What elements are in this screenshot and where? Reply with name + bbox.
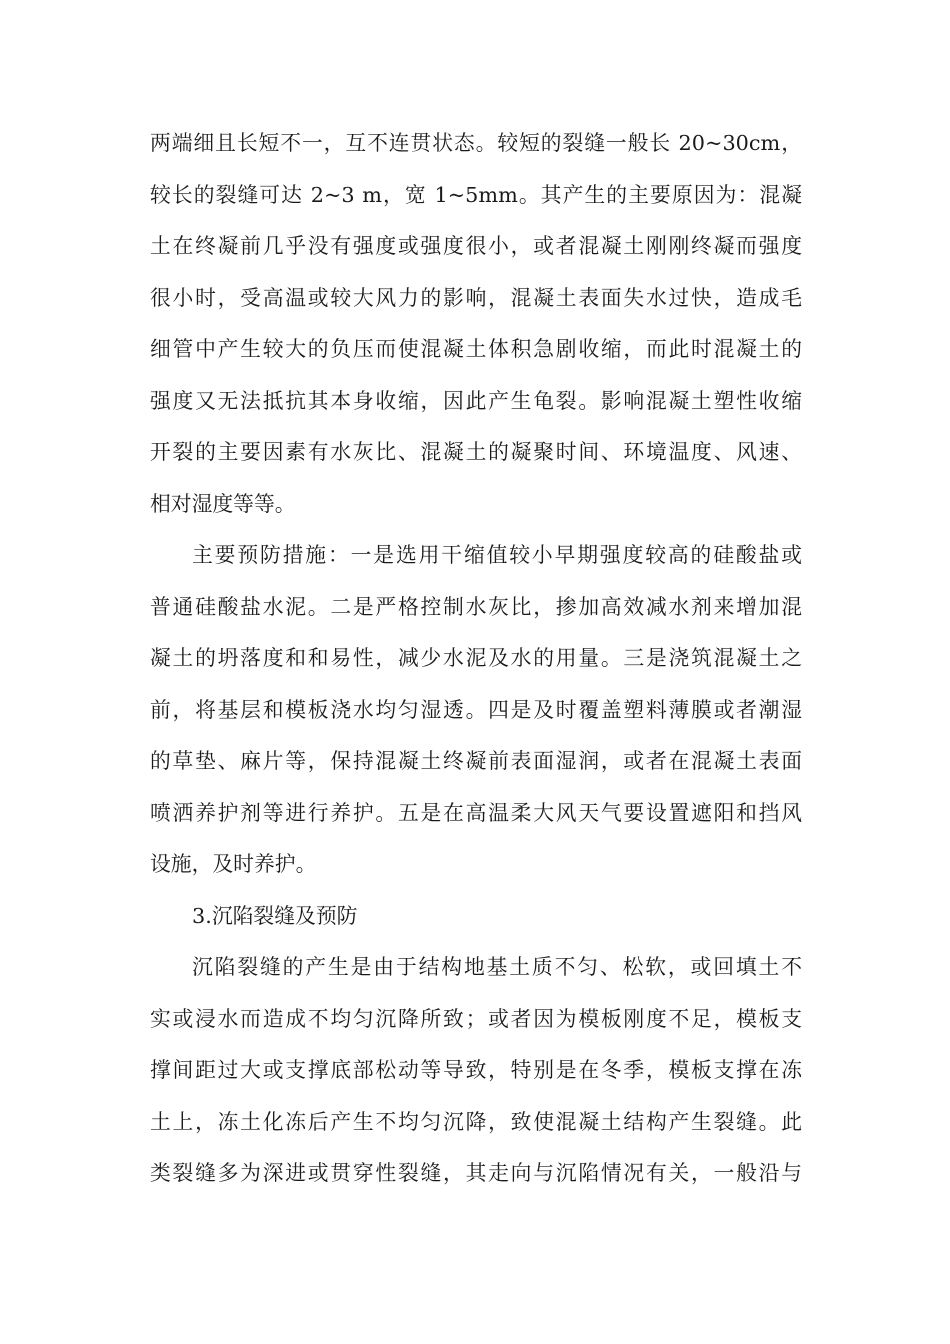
text-line: 类裂缝多为深进或贯穿性裂缝，其走向与沉陷情况有关，一般沿与: [150, 1161, 802, 1185]
paragraph-settlement: [150, 942, 802, 1200]
text-line: 普通硅酸盐水泥。二是严格控制水灰比，掺加高效减水剂来增加混: [150, 594, 802, 619]
text-line: 细管中产生较大的负压而使混凝土体积急剧收缩，而此时混凝土的: [150, 337, 802, 361]
section-heading: [150, 891, 802, 943]
heading-text: 3.沉陷裂缝及预防: [192, 903, 358, 928]
text-line: 较长的裂缝可达 2~3 m，宽 1~5mm。其产生的主要原因为：混凝: [150, 182, 802, 207]
text-line: 两端细且长短不一，互不连贯状态。较短的裂缝一般长 20~30cm，: [150, 131, 802, 155]
text-line: 凝土的坍落度和和易性，减少水泥及水的用量。三是浇筑混凝土之: [150, 646, 802, 670]
text-line: 土在终凝前几乎没有强度或强度很小，或者混凝土刚刚终凝而强度: [150, 234, 802, 258]
text-line: 很小时，受高温或较大风力的影响，混凝土表面失水过快，造成毛: [150, 285, 802, 310]
text-line: 相对湿度等等。: [150, 491, 296, 516]
paragraph-cause: [150, 118, 802, 530]
text-line: 主要预防措施：一是选用干缩值较小早期强度较高的硅酸盐或: [192, 543, 802, 567]
body-text: [150, 118, 802, 1200]
text-line: 设施，及时养护。: [150, 852, 317, 876]
text-line: 的草垫、麻片等，保持混凝土终凝前表面湿润，或者在混凝土表面: [150, 749, 802, 773]
text-line: 前，将基层和模板浇水均匀湿透。四是及时覆盖塑料薄膜或者潮湿: [150, 697, 802, 722]
text-line: 沉陷裂缝的产生是由于结构地基土质不匀、松软，或回填土不: [192, 955, 802, 979]
text-line: 撑间距过大或支撑底部松动等导致，特别是在冬季，模板支撑在冻: [150, 1058, 802, 1082]
text-line: 喷洒养护剂等进行养护。五是在高温柔大风天气要设置遮阳和挡风: [150, 800, 802, 825]
text-line: 开裂的主要因素有水灰比、混凝土的凝聚时间、环境温度、风速、: [150, 440, 802, 464]
text-line: 土上，冻土化冻后产生不均匀沉降，致使混凝土结构产生裂缝。此: [150, 1109, 802, 1134]
paragraph-prevention: [150, 530, 802, 891]
text-line: 实或浸水而造成不均匀沉降所致；或者因为模板刚度不足，模板支: [150, 1006, 802, 1031]
text-line: 强度又无法抵抗其本身收缩，因此产生龟裂。影响混凝土塑性收缩: [150, 388, 802, 413]
